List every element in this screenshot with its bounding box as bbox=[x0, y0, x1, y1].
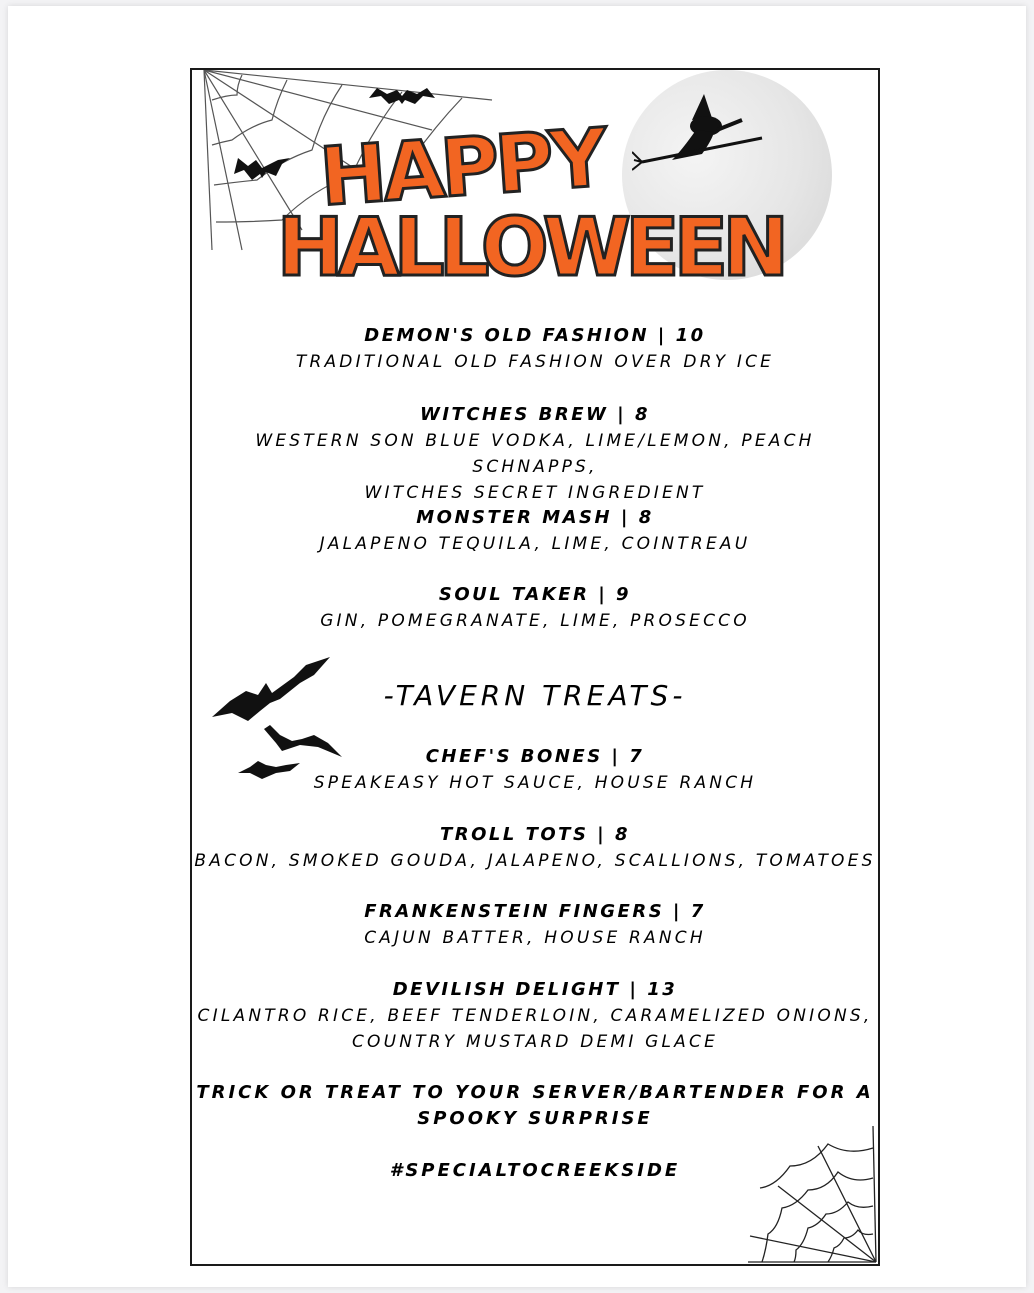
treat-item bbox=[192, 977, 878, 1055]
drink-name: DEMON'S OLD FASHION | 10 bbox=[364, 325, 706, 346]
treat-name: CHEF'S BONES | 7 bbox=[425, 746, 645, 767]
note-line: SPOOKY SURPRISE bbox=[417, 1108, 653, 1129]
treat-desc: BACON, SMOKED GOUDA, JALAPENO, SCALLIONS, TOMATOES bbox=[194, 851, 876, 871]
spiderweb-icon bbox=[748, 1126, 878, 1264]
drink-desc: WITCHES SECRET INGREDIENT bbox=[364, 483, 706, 503]
drink-desc: WESTERN SON BLUE VODKA, LIME/LEMON, PEACH SCHNAPPS, bbox=[255, 431, 815, 477]
treat-name: DEVILISH DELIGHT | 13 bbox=[392, 979, 678, 1000]
treat-desc: COUNTRY MUSTARD DEMI GLACE bbox=[351, 1032, 719, 1052]
title-line1: HAPPY bbox=[316, 111, 607, 224]
treat-item bbox=[192, 822, 878, 874]
treat-item bbox=[192, 899, 878, 951]
drink-item bbox=[192, 323, 878, 375]
treat-desc: CAJUN BATTER, HOUSE RANCH bbox=[364, 928, 706, 948]
drink-desc: GIN, POMEGRANATE, LIME, PROSECCO bbox=[320, 611, 750, 631]
drink-item bbox=[192, 505, 878, 557]
happy-halloween-title bbox=[192, 70, 878, 300]
title-line2: HALLOWEEN bbox=[276, 201, 784, 294]
drink-name: WITCHES BREW | 8 bbox=[420, 404, 650, 425]
halloween-banner bbox=[192, 70, 878, 330]
menu-frame bbox=[190, 68, 880, 1266]
treat-name: FRANKENSTEIN FINGERS | 7 bbox=[364, 901, 706, 922]
hashtag-text: #SPECIALTOCREEKSIDE bbox=[389, 1160, 681, 1181]
tavern-treats-title: -TAVERN TREATS- bbox=[383, 679, 687, 712]
section-heading bbox=[192, 676, 878, 716]
treat-desc: CILANTRO RICE, BEEF TENDERLOIN, CARAMELIZED ONIONS, bbox=[197, 1006, 873, 1026]
drink-item bbox=[192, 582, 878, 634]
treat-item bbox=[192, 744, 878, 796]
drink-desc: TRADITIONAL OLD FASHION OVER DRY ICE bbox=[295, 352, 775, 372]
page-sheet bbox=[8, 6, 1026, 1287]
treat-name: TROLL TOTS | 8 bbox=[439, 824, 631, 845]
trick-or-treat-note bbox=[192, 1080, 878, 1132]
drink-name: MONSTER MASH | 8 bbox=[416, 507, 654, 528]
treat-desc: SPEAKEASY HOT SAUCE, HOUSE RANCH bbox=[313, 773, 757, 793]
drink-item bbox=[192, 402, 878, 506]
drink-desc: JALAPENO TEQUILA, LIME, COINTREAU bbox=[319, 534, 751, 554]
drink-name: SOUL TAKER | 9 bbox=[438, 584, 632, 605]
note-line: TRICK OR TREAT TO YOUR SERVER/BARTENDER FOR A bbox=[196, 1082, 874, 1103]
